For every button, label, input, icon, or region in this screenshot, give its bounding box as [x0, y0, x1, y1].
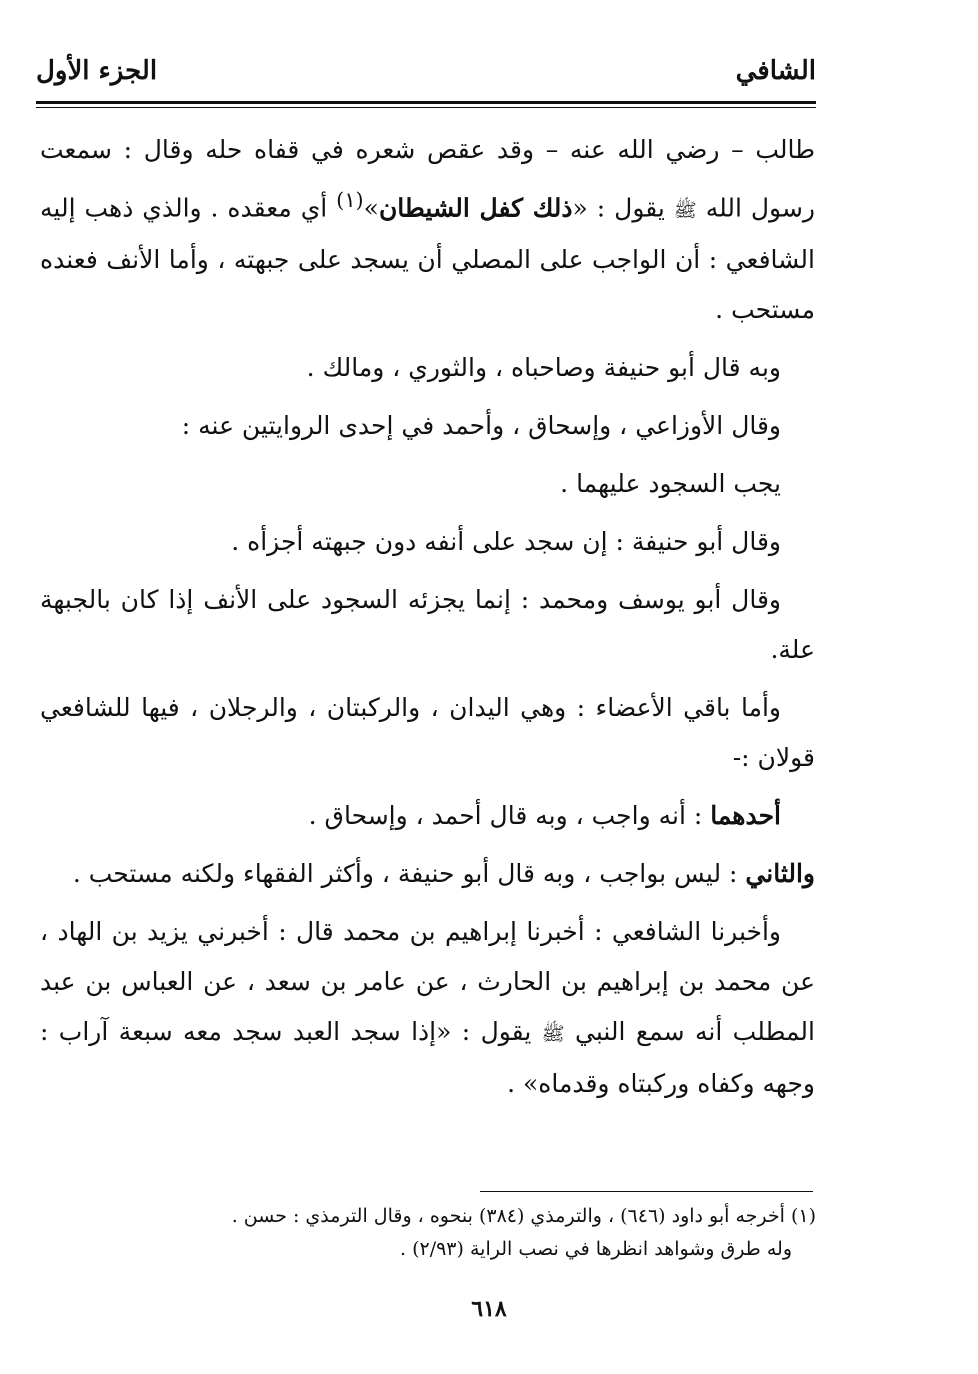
footnote-1-line-1: (١) أخرجه أبو داود (٦٤٦) ، والترمذي (٣٨٤) بنحوه ، وقال الترمذي : حسن .	[231, 1205, 816, 1227]
book-title: الشافي	[735, 56, 816, 86]
running-header	[36, 52, 816, 100]
paragraph-10: وأخبرنا الشافعي : أخبرنا إبراهيم بن محمد قال : أخبرني يزيد بن الهاد ، عن محمد بن إبراهيم بن الحارث ، عن عامر بن سعد ، عن العباس بن عبد المطلب أنه سمع النبي ﷺ يقول : «إذا سجد العبد سجد معه سبعة آراب : وجهه وكفاه وركبتاه وقدماه» .	[40, 917, 815, 1099]
paragraph-1: طالب – رضي الله عنه – وقد عقص شعره في قفاه حله وقال : سمعت رسول الله ﷺ يقول : «ذلك كفل الشيطان»$^{(١)}$ أي معقده . والذي ذهب إليه الشافعي : أن الواجب على المصلي أن يسجد على جبهته ، وأما الأنف فعنده مستحب .	[40, 135, 815, 325]
paragraph-2: وبه قال أبو حنيفة وصاحباه ، والثوري ، ومالك .	[306, 353, 781, 383]
first-opinion-label: أحدهما	[710, 801, 781, 831]
paragraph-4: يجب السجود عليهما .	[560, 469, 781, 499]
paragraph-8: أحدهما : أنه واجب ، وبه قال أحمد ، وإسحاق .	[308, 801, 781, 831]
paragraph-5: وقال أبو حنيفة : إن سجد على أنفه دون جبهته أجزأه .	[231, 527, 781, 557]
main-text	[40, 125, 815, 1117]
second-opinion-label: والثاني	[745, 859, 815, 889]
page-number: ٦١٨	[471, 1296, 507, 1322]
paragraph-7: وأما باقي الأعضاء : وهي اليدان ، والركبتان ، والرجلان ، فيها للشافعي قولان :-	[40, 693, 815, 773]
hadith-quote: ذلك كفل الشيطان	[378, 193, 573, 223]
footnote-1-line-2: وله طرق وشواهد انظرها في نصب الراية (٢/٩٣) .	[400, 1238, 792, 1260]
footnote-separator	[480, 1191, 813, 1192]
header-rule-thick	[36, 101, 816, 104]
footnotes	[140, 1200, 816, 1266]
paragraph-9: والثاني : ليس بواجب ، وبه قال أبو حنيفة ، وأكثر الفقهاء ولكنه مستحب .	[72, 859, 815, 889]
paragraph-3: وقال الأوزاعي ، وإسحاق ، وأحمد في إحدى الروايتين عنه :	[181, 411, 781, 441]
salutation-ligature: ﷺ	[541, 1023, 565, 1046]
volume-label: الجزء الأول	[36, 56, 158, 86]
salutation-ligature: ﷺ	[673, 199, 697, 222]
paragraph-6: وقال أبو يوسف ومحمد : إنما يجزئه السجود على الأنف إذا كان بالجبهة علة.	[40, 585, 815, 665]
footnote-marker[interactable]: (١)	[336, 188, 364, 212]
header-rule-thin	[36, 107, 816, 108]
